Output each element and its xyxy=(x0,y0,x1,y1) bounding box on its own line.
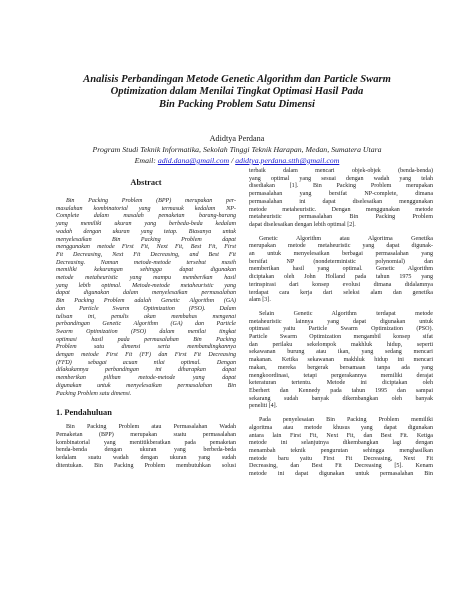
text-line: memberikan hasil yang optimal. Genetic Algorithm xyxy=(249,266,433,273)
text-line: permasalahan yang bersifat NP-complete, dimana xyxy=(249,191,433,198)
text-line: makanan. Ketika sekawanan makhluk hidup ini mencari xyxy=(249,357,433,364)
text-line: ditentukan. Bin Packing Problem membutuhkan solusi xyxy=(56,462,236,469)
text-line: diciptakan oleh John Holland pada tahun 1975 yang xyxy=(249,274,433,281)
text-line: Selain Genetic Algorithm terdapat metode xyxy=(259,310,433,317)
text-line: Genetic Algorithm atau Algoritma Genetika xyxy=(259,235,433,242)
text-line: dan Particle Swarm Optimization (PSO). Dalam xyxy=(56,305,236,312)
text-line: Decreasing. Namun metode-metode tersebut masih xyxy=(56,259,236,266)
text-line: optimasi yaitu Particle Swarm Optimization (PSO). xyxy=(249,326,433,333)
text-line: dengan metode First Fit (FF) dan First Fit Decreasing xyxy=(56,352,236,359)
text-line: permasalahan ini dapat diselesaikan menggunakan xyxy=(249,198,433,205)
text-line: (FFD) sebagai acuan nilai optimal. Dengan xyxy=(56,359,236,366)
text-line: menambah teknik pengurutan sehingga menghasilkan xyxy=(249,447,433,454)
text-line: perbandingan Genetic Algorithm (GA) dan Particle xyxy=(56,321,236,328)
email-link-1[interactable]: adid.dana@gmail.com xyxy=(157,156,230,165)
text-line: metode ini selanjutnya dikembangkan lagi dengan xyxy=(249,440,433,447)
text-line: Swarm Optimization (PSO) dalam menilai tingkat xyxy=(56,328,236,335)
text-line: optimasi hasil pada permasalahan Bin Packing xyxy=(56,336,236,343)
text-line: metode ini dapat digunakan untuk permasalahan Bin xyxy=(249,471,433,478)
text-line: mengkoordinasi, tetapi pergerakannya memiliki derajat xyxy=(249,372,433,379)
text-line: Bin Packing Problem (BPP) merupakan per- xyxy=(66,198,236,204)
paragraph xyxy=(249,417,433,479)
text-line: yang memiliki ukuran yang berbeda-beda kedalam xyxy=(56,221,236,228)
text-line: menggunakan metode First Fit, Next Fit, Best Fit, First xyxy=(56,244,236,251)
text-line: Bin Packing Problem atau Permasalahan Wadah xyxy=(66,424,236,431)
author-email xyxy=(0,156,474,166)
left-column xyxy=(56,178,236,471)
text-line: metaheuristic lainnya yang dapat digunakan untuk xyxy=(249,318,433,325)
text-line: memiliki kekurangan sehingga dapat digunakan xyxy=(56,267,236,274)
text-line: metode baru yaitu First Fit Decreasing, Next Fit xyxy=(249,455,433,462)
section-heading: 1. Pendahuluan xyxy=(56,408,112,418)
text-line: dapat diselesaikan dengan lebih optimal [2]. xyxy=(249,221,356,228)
email-link-2[interactable]: adidtya.perdana.stth@gmail.com xyxy=(235,156,340,165)
text-line: Packing Problem satu dimensi. xyxy=(56,390,132,397)
text-line: terdapat cara kerja dari seleksi alam dan genetika xyxy=(249,289,433,296)
author-name: Adidtya Perdana xyxy=(209,134,265,143)
text-line: terinspirasi dari konsep evolusi dimana didalamnya xyxy=(249,281,433,288)
text-line: Complete dalam masalah pemaketan barang-barang xyxy=(56,213,236,220)
paragraph xyxy=(249,168,433,230)
paper-title xyxy=(30,74,444,111)
text-line: terbaik dalam mencari objek-objek (benda-benda) xyxy=(249,168,433,174)
text-line: Eberhert dan Kennedy pada tahun 1995 dan sampai xyxy=(249,387,433,394)
title-line: Analisis Perbandingan Metode Genetic Algorithm dan Particle Swarm xyxy=(83,74,391,85)
text-line: Pada penyelesaian Bin Packing Problem memiliki xyxy=(259,417,433,424)
title-line: Bin Packing Problem Satu Dimensi xyxy=(159,98,315,110)
text-line: an untuk menyelesaikan berbagai permasalahan yang xyxy=(249,251,433,258)
text-line: benda-benda dengan ukuran yang berbeda-beda xyxy=(56,447,236,454)
text-line: metaheuristic permasalahan Bin Packing Problem xyxy=(249,214,433,221)
text-line: digunakan untuk menyelesaikan permasalahan Bin xyxy=(56,382,236,389)
text-line: sekawanan burung atau ikan, yang sedang mencari xyxy=(249,349,433,356)
text-line: dilakukannya perbandingan ini diharapkan dapat xyxy=(56,367,236,374)
text-line: merupakan metode metaheuristic yang dapat digunak- xyxy=(249,243,433,250)
text-line: bersifat NP (nondeterministic polynomial) dan xyxy=(249,258,433,265)
text-line: menyelesaikan Bin Packing Problem dapat xyxy=(56,236,236,243)
title-line: Optimization dalam Menilai Tingkat Optimasi Hasil Pada xyxy=(110,86,364,98)
text-line: Bin Packing Problem adalah Genetic Algorithm (GA) xyxy=(56,298,236,305)
text-line: memberikan pilihan metode-metode yang dapat xyxy=(56,375,236,382)
text-line: alam [3]. xyxy=(249,297,271,304)
email-label: Email: xyxy=(134,156,158,165)
email-separator: / xyxy=(229,156,236,165)
text-line: kombinatorial yang mentitikberatkan pada pemaketan xyxy=(56,439,236,446)
text-line: Fit Decreasing, Next Fit Decreasing, and Best Fit xyxy=(56,251,236,258)
text-line: Problem satu dimensi serta membandingkannya xyxy=(56,344,236,351)
text-line: wadah dengan ukuran yang tetap. Biasanya untuk xyxy=(56,228,236,235)
text-line: keteraturan tertentu. Metode ini diciptakan oleh xyxy=(249,380,433,387)
text-line: Particle Swarm Optimization mengambil konsep sifat xyxy=(249,334,433,341)
paragraph xyxy=(249,236,433,305)
text-line: disediakan [1]. Bin Packing Problem merupakan xyxy=(249,183,433,190)
text-line: masalahan kombinatorial yang termasuk kedalam NP- xyxy=(56,205,236,212)
intro-paragraph xyxy=(56,424,236,470)
text-line: metode metaheuristic. Dengan menggunakan metode xyxy=(249,206,433,213)
abstract-body xyxy=(56,198,236,398)
text-line: yang optimal yang sesuai dengan wadah yang telah xyxy=(249,175,433,182)
abstract-heading: Abstract xyxy=(130,178,162,187)
text-line: antara lain First Fit, Next Fit, dan Best Fit. Ketiga xyxy=(249,432,433,439)
text-line: metode metaheuristic yang mampu memberikan hasil xyxy=(56,275,236,282)
text-line: tulisan ini, penulis akan membahas mengenai xyxy=(56,313,236,320)
text-line: dapat digunakan dalam menyelesaikan permasalahan xyxy=(56,290,236,297)
text-line: dan perilaku sekelompok makhluk hidup, seperti xyxy=(249,341,433,348)
text-line: kedalam suatu wadah dengan ukuran yang sudah xyxy=(56,455,236,462)
text-line: sekarang sudah banyak dikembangkan oleh banyak xyxy=(249,395,433,402)
author-affiliation: Program Studi Teknik Informatika, Sekolah Tinggi Teknik Harapan, Medan, Sumatera Utara xyxy=(92,145,382,154)
text-line: yang lebih optimal. Metode-metode metaheuristic yang xyxy=(56,282,236,289)
text-line: makan, mereka bergerak bersamaan tanpa ada yang xyxy=(249,364,433,371)
text-line: Decreasing, dan Best Fit Decreasing [5]. Kenam xyxy=(249,463,433,470)
text-line: Pemaketan (BPP) merupakan suatu permasalahan xyxy=(56,431,236,438)
text-line: peneliti [4]. xyxy=(249,403,278,410)
text-line: algoritma atau metode khusus yang dapat digunakan xyxy=(249,424,433,431)
right-column xyxy=(249,168,433,479)
paragraph xyxy=(249,311,433,411)
